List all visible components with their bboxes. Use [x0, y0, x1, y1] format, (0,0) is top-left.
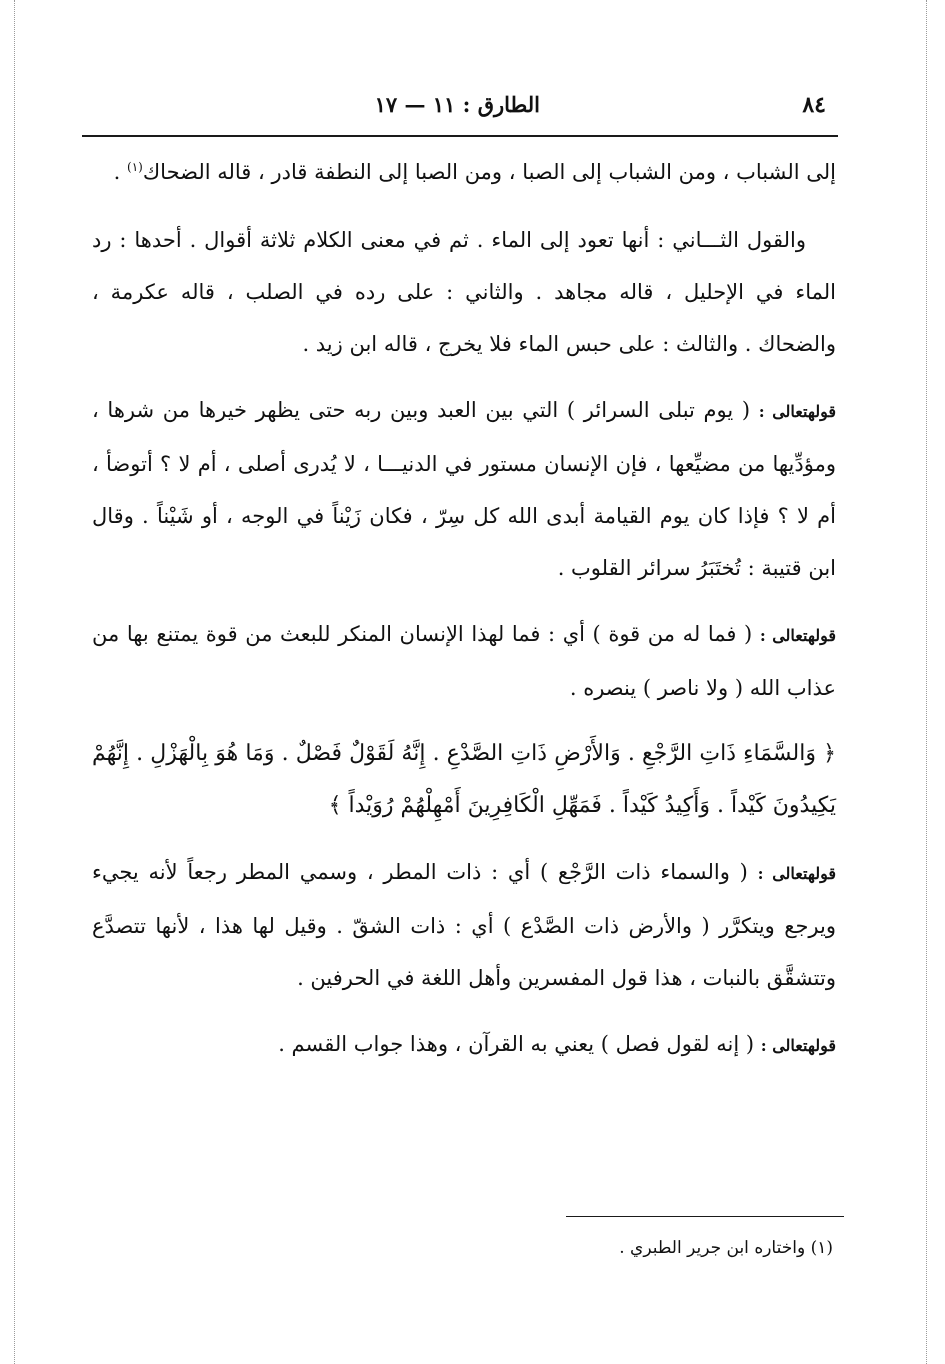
paragraph-commentary-ma-lahu — [92, 608, 836, 714]
paragraph-text: إلى الشباب ، ومن الشباب إلى الصبا ، ومن الصبا إلى النطفة قادر ، قاله الضحاك — [142, 160, 836, 184]
paragraph-continuation — [92, 146, 836, 198]
paragraph-second-opinion — [92, 214, 836, 370]
left-margin-dotted-guide — [14, 0, 15, 1364]
paragraph-text: ( والسماء ذات الرَّجْع ) أي : ذات المطر ، وسمي المطر رجعاً لأنه يجيء ويرجع ويتكرَّر ( والأرض ذات الصَّدْع ) أي : ذات الشقّ . وقيل لها هذا ، لأنها تتصدَّع وتتشقَّق بالنبات ، هذا قول المفسرين وأهل اللغة في الحرفين . — [92, 860, 836, 990]
commentary-label: قولهتعالى : — [757, 864, 836, 883]
right-margin-dotted-guide — [926, 0, 927, 1364]
footnote: (١) واختاره ابن جرير الطبري . — [619, 1238, 833, 1258]
paragraph-text: والقول الثـــاني : أنها تعود إلى الماء . ثم في معنى الكلام ثلاثة أقوال . أحدها : رد الماء في الإحليل ، قاله مجاهد . والثاني : على رده في الصلب ، قاله عكرمة ، والضحاك . والثالث : على حبس الماء فلا يخرج ، قاله ابن زيد . — [92, 228, 836, 356]
page-number: ٨٤ — [802, 92, 826, 118]
page-body — [92, 146, 836, 1086]
paragraph-commentary-as-sama — [92, 846, 836, 1004]
paragraph-commentary-qawl-fasl — [92, 1018, 836, 1072]
footnote-marker: (١) — [127, 160, 143, 174]
paragraph-text: ( إنه لقول فصل ) يعني به القرآن ، وهذا جواب القسم . — [278, 1032, 761, 1056]
running-title: الطارق : ١١ — ١٧ — [374, 92, 540, 117]
header-rule — [82, 135, 838, 137]
paragraph-text: ( يوم تبلى السرائر ) التي بين العبد وبين ربه حتى يظهر خيرها من شرها ، ومؤدِّيها من مضيِّعها ، فإن الإنسان مستور في الدنيـــا ، لا يُدرى أصلى ، أم لا ؟ أتوضأ ، أم لا ؟ فإذا كان يوم القيامة أبدى الله كل سِرّ ، فكان زَيْناً في الوجه ، أو شَيْناً . وقال ابن قتيبة : تُختَبَرُ سرائر القلوب . — [92, 398, 836, 580]
paragraph-text: ( فما له من قوة ) أي : فما لهذا الإنسان المنكر للبعث من قوة يمتنع بها من عذاب الله ( ولا ناصر ) ينصره . — [92, 622, 836, 700]
commentary-label: قولهتعالى : — [760, 1036, 836, 1055]
commentary-label: قولهتعالى : — [758, 402, 836, 421]
paragraph-commentary-yawm-tubla — [92, 384, 836, 594]
quran-verse-block: ﴿ وَالسَّمَاءِ ذَاتِ الرَّجْعِ . وَالأَرْضِ ذَاتِ الصَّدْعِ . إِنَّهُ لَقَوْلٌ فَصْلٌ . وَمَا هُوَ بِالْهَزْلِ . إِنَّهُمْ يَكِيدُونَ كَيْداً . وَأَكِيدُ كَيْداً . فَمَهِّلِ الْكَافِرِينَ أَمْهِلْهُمْ رُوَيْداً ﴾ — [92, 741, 836, 818]
paragraph-end: . — [113, 160, 128, 184]
footnote-rule — [566, 1216, 844, 1217]
commentary-label: قولهتعالى : — [759, 626, 836, 645]
page-header — [80, 88, 840, 128]
